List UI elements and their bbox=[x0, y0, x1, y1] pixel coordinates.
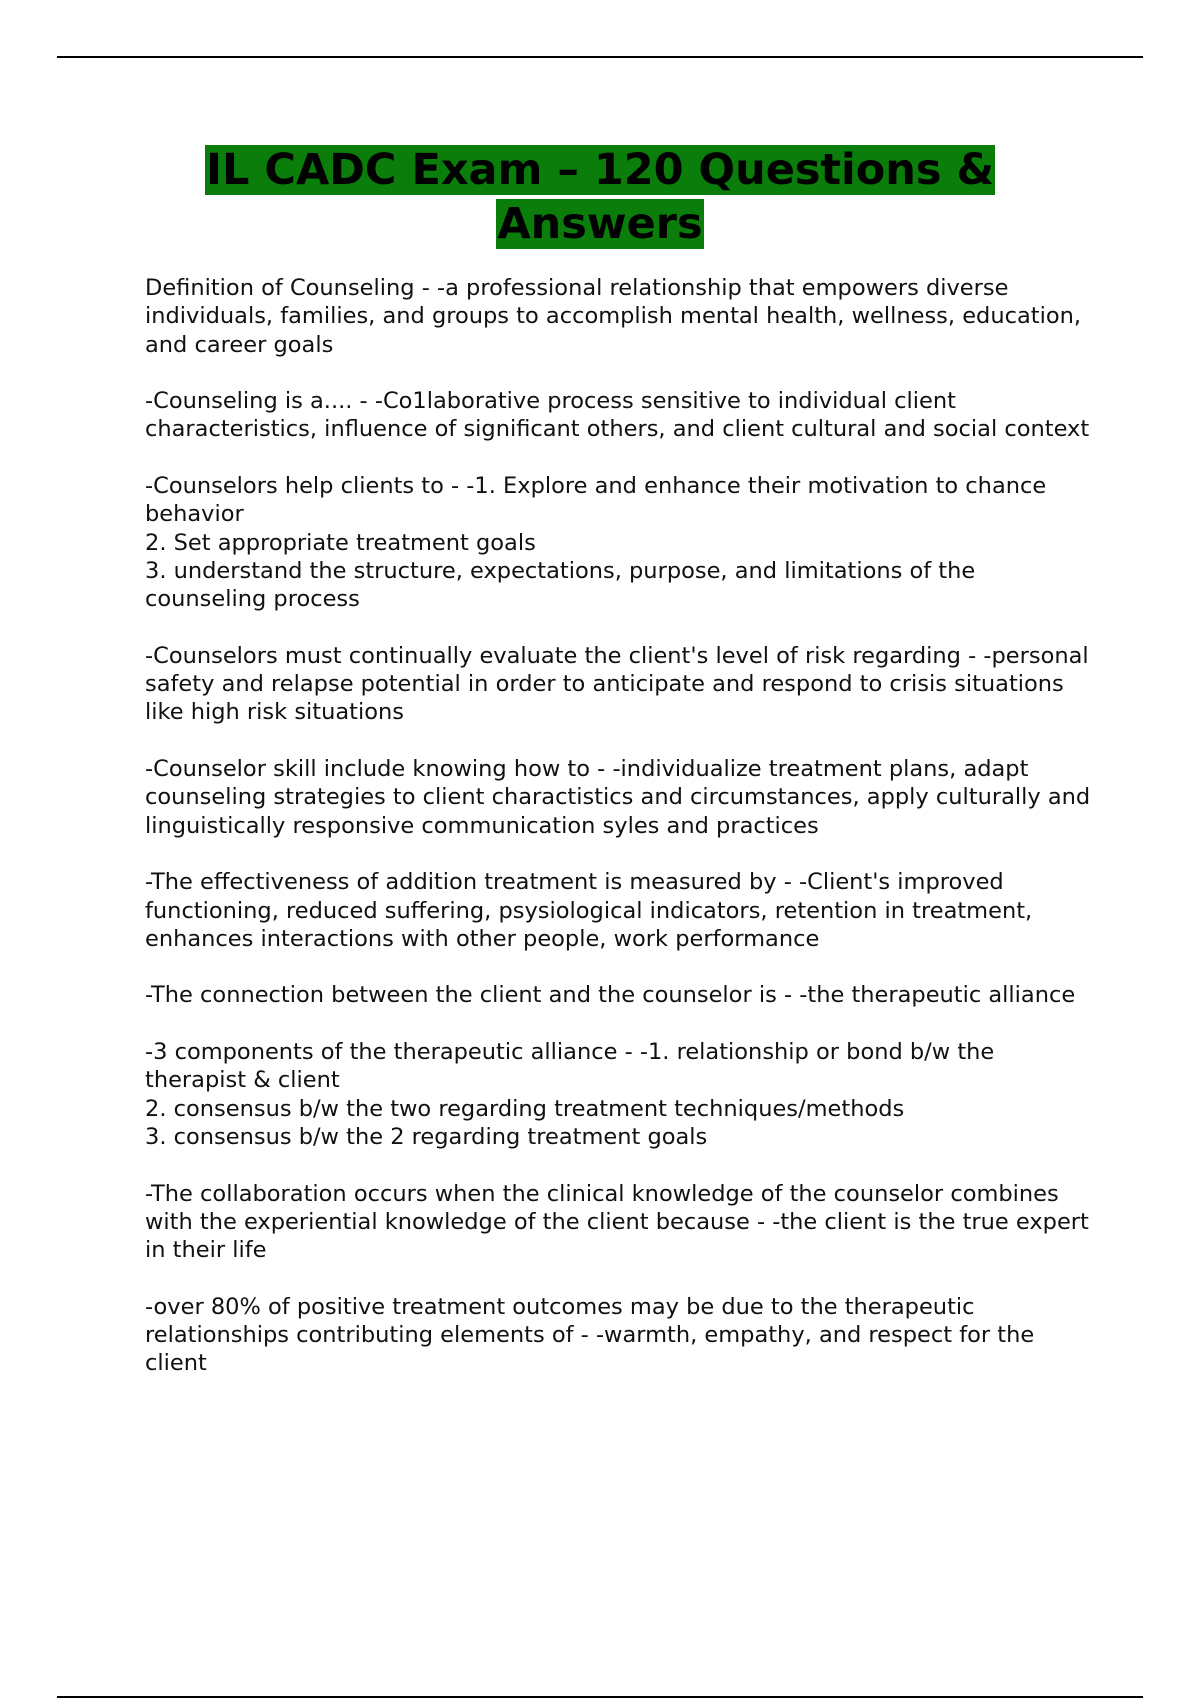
top-divider bbox=[57, 56, 1143, 58]
question: -The collaboration occurs when the clinical knowledge of the counselor combines with the experiential knowledge of the client because - bbox=[145, 1180, 1059, 1235]
answer: -Co1laborative process sensitive to individual client characteristics, influence of significant others, and client cultural and social context bbox=[145, 388, 1090, 443]
answer: -personal safety and relapse potential in order to anticipate and respond to crisis situations like high risk situations bbox=[145, 642, 1089, 726]
question: -Counseling is a.... - bbox=[145, 388, 375, 415]
answer: -1. Explore and enhance their motivation to chance behavior 2. Set appropriate treatment goals 3. understand the structure, expectations, purpose, and limitations of the counseling process bbox=[145, 473, 1047, 613]
qa-item bbox=[145, 1038, 1095, 1151]
qa-item bbox=[145, 755, 1095, 840]
answer: -a professional relationship that empowers diverse individuals, families, and groups to accomplish mental health, wellness, education, and career goals bbox=[145, 275, 1082, 358]
title-line-2: Answers bbox=[497, 199, 703, 249]
question: -over 80% of positive treatment outcomes may be due to the therapeutic relationships contributing elements of - bbox=[145, 1293, 975, 1348]
question: -The connection between the client and the counselor is - bbox=[145, 982, 800, 1009]
qa-item bbox=[145, 1180, 1095, 1265]
question: -Counselors help clients to - bbox=[145, 473, 467, 500]
answer: -the therapeutic alliance bbox=[799, 982, 1076, 1009]
qa-item bbox=[145, 387, 1095, 444]
answer: -Client's improved functioning, reduced suffering, psysiological indicators, retention in treatment, enhances interactions with other people, work performance bbox=[145, 869, 1033, 952]
title-line-1: IL CADC Exam – 120 Questions & bbox=[206, 145, 994, 195]
answer: -individualize treatment plans, adapt counseling strategies to client charactistics and circumstances, apply culturally and linguistically responsive communication syles and practices bbox=[145, 756, 1091, 839]
qa-item bbox=[145, 868, 1095, 953]
qa-item bbox=[145, 981, 1095, 1009]
qa-item bbox=[145, 1293, 1095, 1378]
qa-item bbox=[145, 274, 1095, 359]
question: -Counselor skill include knowing how to - bbox=[145, 756, 613, 783]
answer: -1. relationship or bond b/w the therapist & client 2. consensus b/w the two regarding treatment techniques/methods 3. consensus b/w the 2 regarding treatment goals bbox=[145, 1039, 995, 1150]
bottom-divider bbox=[57, 1696, 1143, 1698]
question: -3 components of the therapeutic alliance - bbox=[145, 1039, 640, 1066]
qa-item bbox=[145, 472, 1095, 613]
document-title bbox=[120, 143, 1080, 251]
question: Definition of Counseling - bbox=[145, 275, 437, 301]
question: -The effectiveness of addition treatment is measured by - bbox=[145, 869, 799, 896]
question: -Counselors must continually evaluate the client's level of risk regarding - bbox=[145, 642, 984, 669]
answer: -the client is the true expert in their life bbox=[145, 1208, 1089, 1264]
qa-list bbox=[145, 274, 1095, 1406]
answer: -warmth, empathy, and respect for the client bbox=[145, 1321, 1035, 1377]
qa-item bbox=[145, 642, 1095, 727]
